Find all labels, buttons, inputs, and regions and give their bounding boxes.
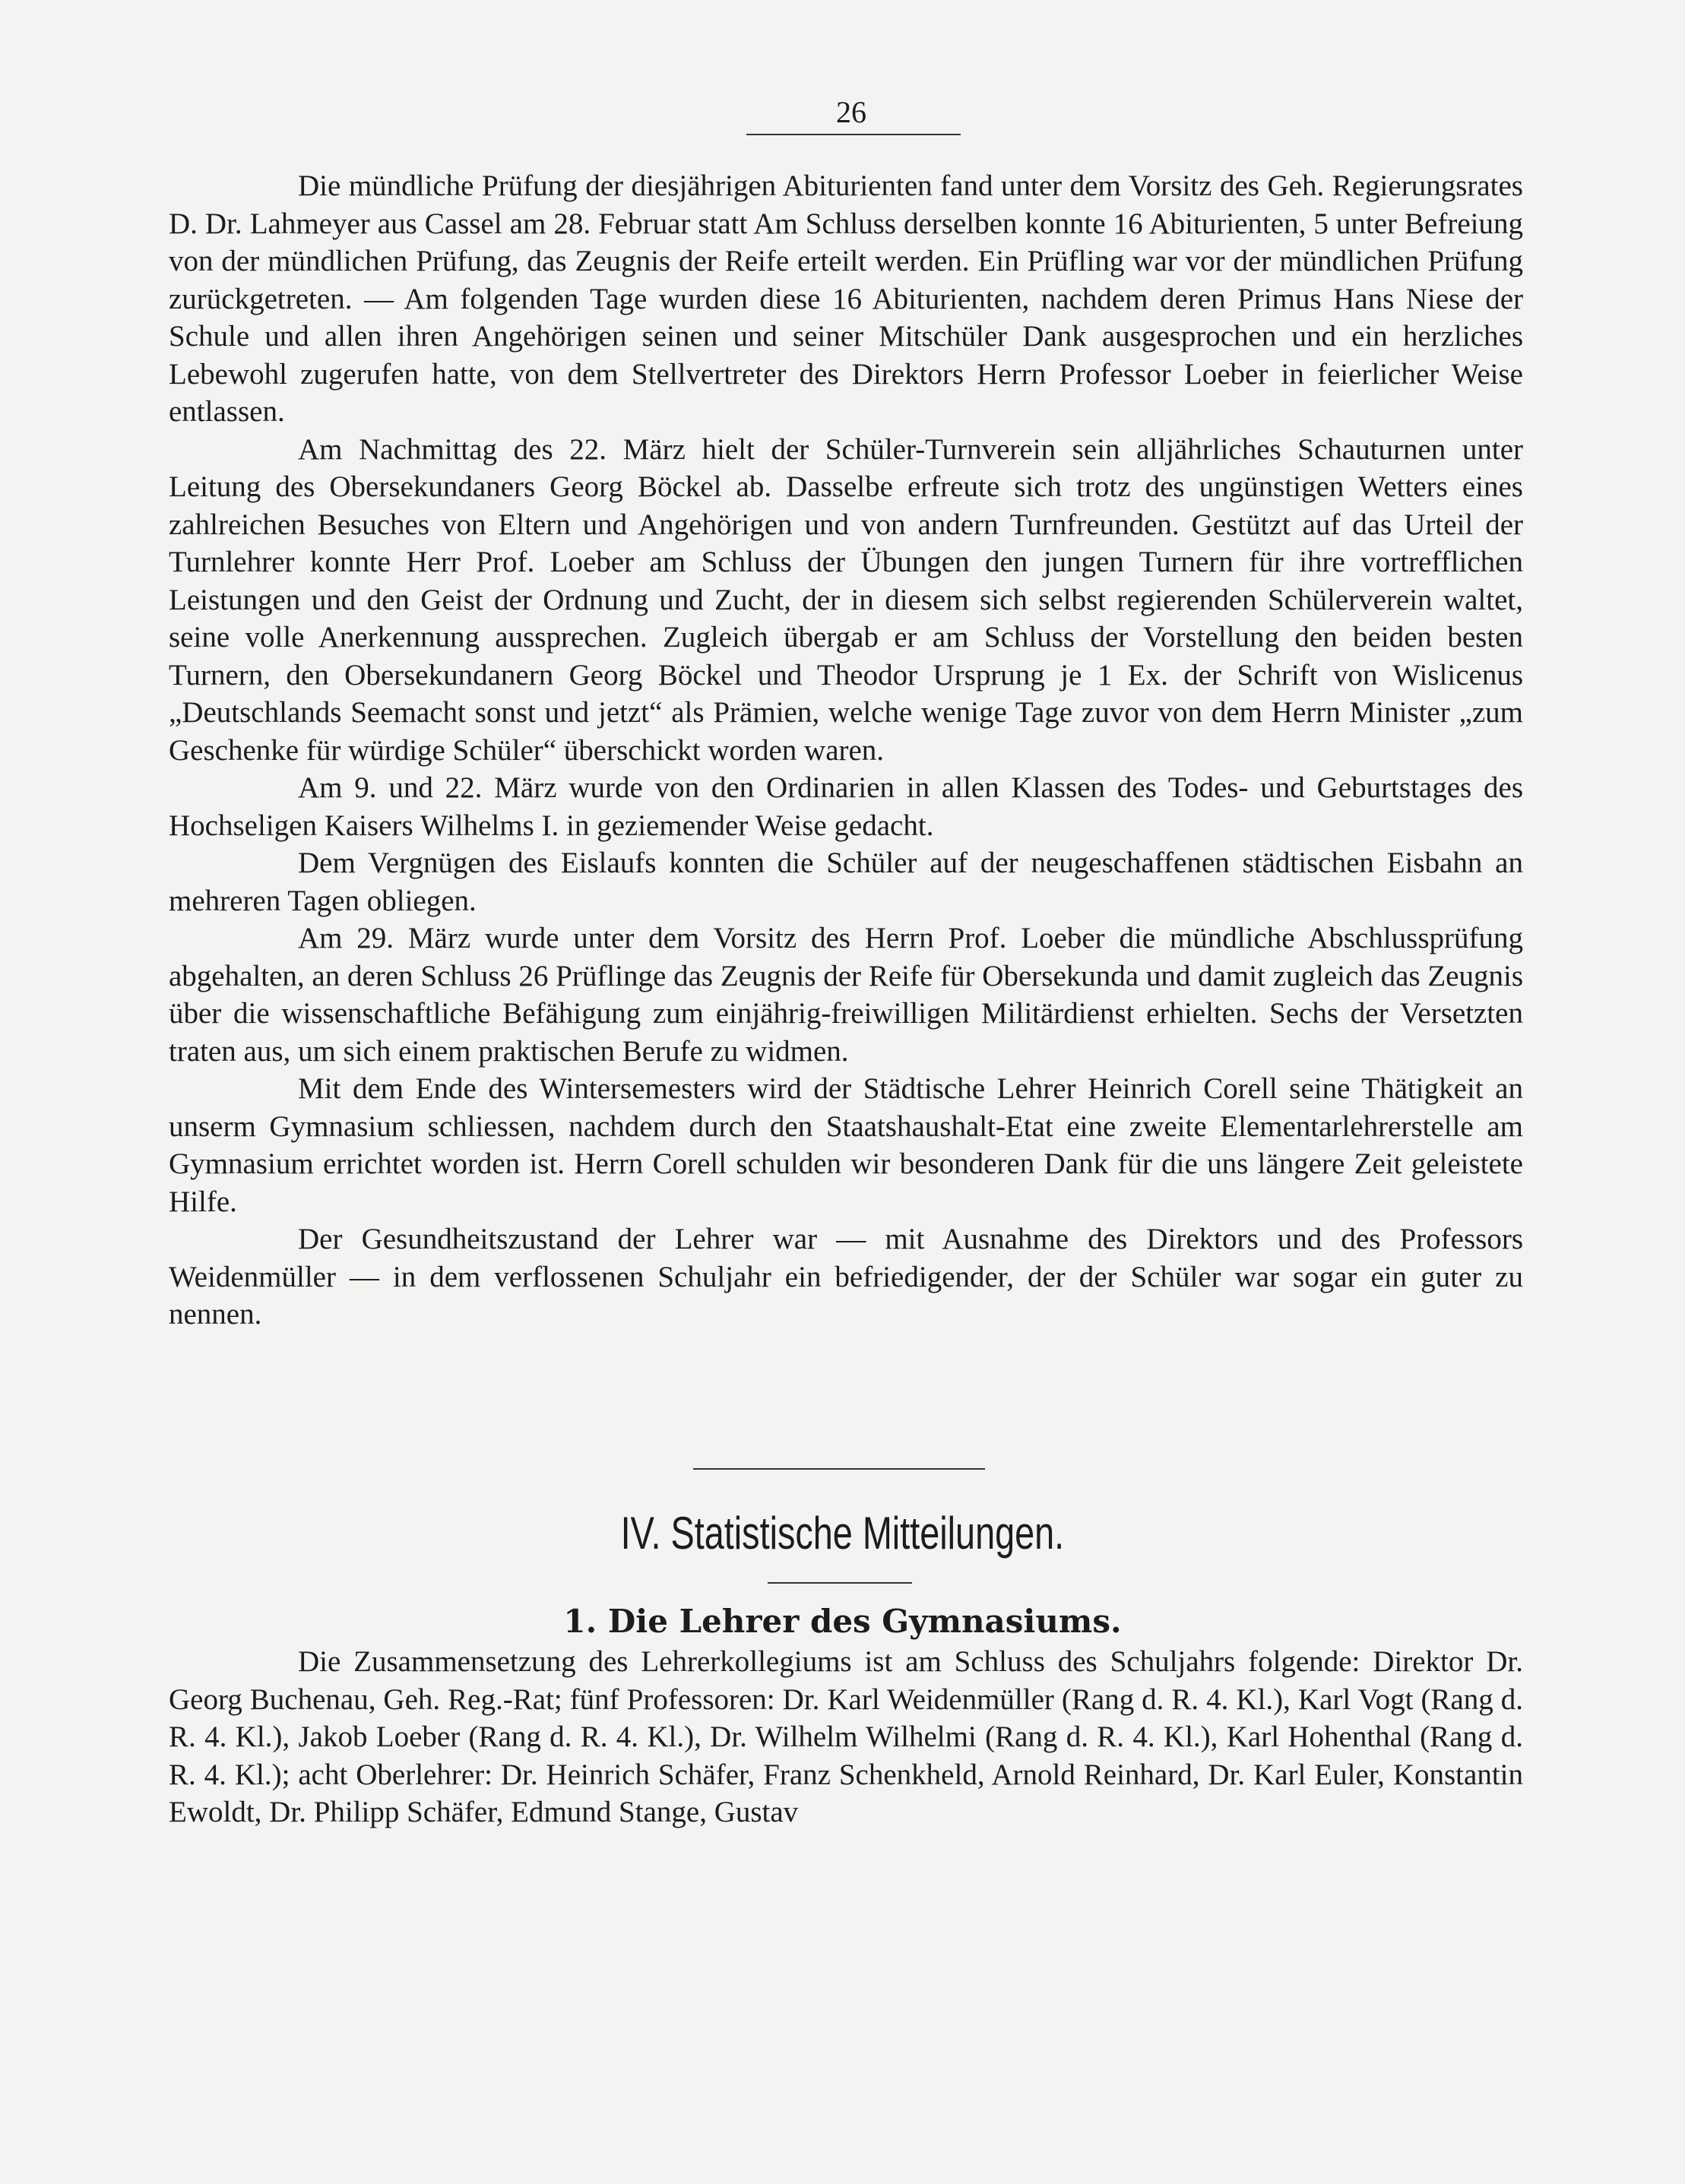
staff-text — [169, 1643, 1523, 1831]
body-text — [169, 167, 1523, 1334]
paragraph-abitur: Die mündliche Prüfung der diesjährigen Abiturienten fand unter dem Vorsitz des Geh. Regierungsrates D. Dr. Lahmeyer aus Cassel am 28. Februar statt Am Schluss derselben konnte 16 Abiturienten, 5 unter Befreiung von der mündlichen Prüfung, das Zeugnis der Reife erteilt werden. Ein Prüfling war vor der mündlichen Prüfung zurückgetreten. — Am folgenden Tage wurden diese 16 Abiturienten, nachdem deren Primus Hans Niese der Schule und allen ihren Angehörigen seinen und seiner Mitschüler Dank ausgesprochen und ein herzliches Lebewohl zugerufen hatte, von dem Stellvertreter des Direktors Herrn Professor Loeber in feierlicher Weise entlassen. — [169, 169, 1523, 428]
page-number-rule — [746, 134, 961, 135]
heading-rule — [768, 1582, 912, 1584]
page-number: 26 — [836, 95, 866, 129]
paragraph-schauturnen: Am Nachmittag des 22. März hielt der Schüler-Turnverein sein alljährliches Schauturnen unter Leitung des Obersekundaners Georg Böckel ab. Dasselbe erfreute sich trotz des ungünstigen Wetters eines zahlreichen Besuches von Eltern und Angehörigen und von andern Turnfreunden. Gestützt auf das Urteil der Turnlehrer konnte Herr Prof. Loeber am Schluss der Übungen den jungen Turnern für ihre vortrefflichen Leistungen und den Geist der Ordnung und Zucht, der in diesem sich selbst regierenden Schülerverein waltet, seine volle Anerkennung aussprechen. Zugleich übergab er am Schluss der Vorstellung den beiden besten Turnern, den Obersekundanern Georg Böckel und Theodor Ursprung je 1 Ex. der Schrift von Wislicenus „Deutschlands Seemacht sonst und jetzt“ als Prämien, welche wenige Tage zuvor von dem Herrn Minister „zum Geschenke für würdige Schüler“ überschickt worden waren. — [169, 432, 1523, 767]
paragraph-gesundheit: Der Gesundheitszustand der Lehrer war — mit Ausnahme des Direktors und des Professors Weidenmüller — in dem verflossenen Schuljahr ein befriedigender, der der Schüler war sogar ein guter zu nennen. — [169, 1223, 1523, 1331]
paragraph-corell: Mit dem Ende des Wintersemesters wird der Städtische Lehrer Heinrich Corell seine Thätigkeit an unserm Gymnasium schliessen, nachdem durch den Staatshaushalt-Etat eine zweite Elementarlehrerstelle am Gymnasium errichtet worden ist. Herrn Corell schulden wir besonderen Dank für die uns längere Zeit geleistete Hilfe. — [169, 1072, 1523, 1218]
paragraph-eislauf: Dem Vergnügen des Eislaufs konnten die Schüler auf der neugeschaffenen städtischen Eisbahn an mehreren Tagen obliegen. — [169, 847, 1523, 917]
subsection-heading: 1. Die Lehrer des Gymnasiums. — [563, 1603, 1122, 1640]
paragraph-kaiser-wilhelm: Am 9. und 22. März wurde von den Ordinarien in allen Klassen des Todes- und Geburtstages des Hochseligen Kaisers Wilhelms I. in geziemender Weise gedacht. — [169, 771, 1523, 842]
section-heading: IV. Statistische Mitteilungen. — [620, 1508, 1065, 1559]
section-divider — [693, 1468, 985, 1470]
paragraph-lehrerkollegium: Die Zusammensetzung des Lehrerkollegiums ist am Schluss des Schuljahrs folgende: Direktor Dr. Georg Buchenau, Geh. Reg.-Rat; fünf Professoren: Dr. Karl Weidenmüller (Rang d. R. 4. Kl.), Karl Vogt (Rang d. R. 4. Kl.), Jakob Loeber (Rang d. R. 4. Kl.), Dr. Wilhelm Wilhelmi (Rang d. R. 4. Kl.), Karl Hohenthal (Rang d. R. 4. Kl.); acht Oberlehrer: Dr. Heinrich Schäfer, Franz Schenkheld, Arnold Reinhard, Dr. Karl Euler, Konstantin Ewoldt, Dr. Philipp Schäfer, Edmund Stange, Gustav — [169, 1645, 1523, 1828]
paragraph-abschlusspruefung: Am 29. März wurde unter dem Vorsitz des Herrn Prof. Loeber die mündliche Abschlussprüfung abgehalten, an deren Schluss 26 Prüflinge das Zeugnis der Reife für Obersekunda und damit zugleich das Zeugnis über die wissenschaftliche Befähigung zum einjährig-freiwilligen Militärdienst erhielten. Sechs der Versetzten traten aus, um sich einem praktischen Berufe zu widmen. — [169, 922, 1523, 1068]
